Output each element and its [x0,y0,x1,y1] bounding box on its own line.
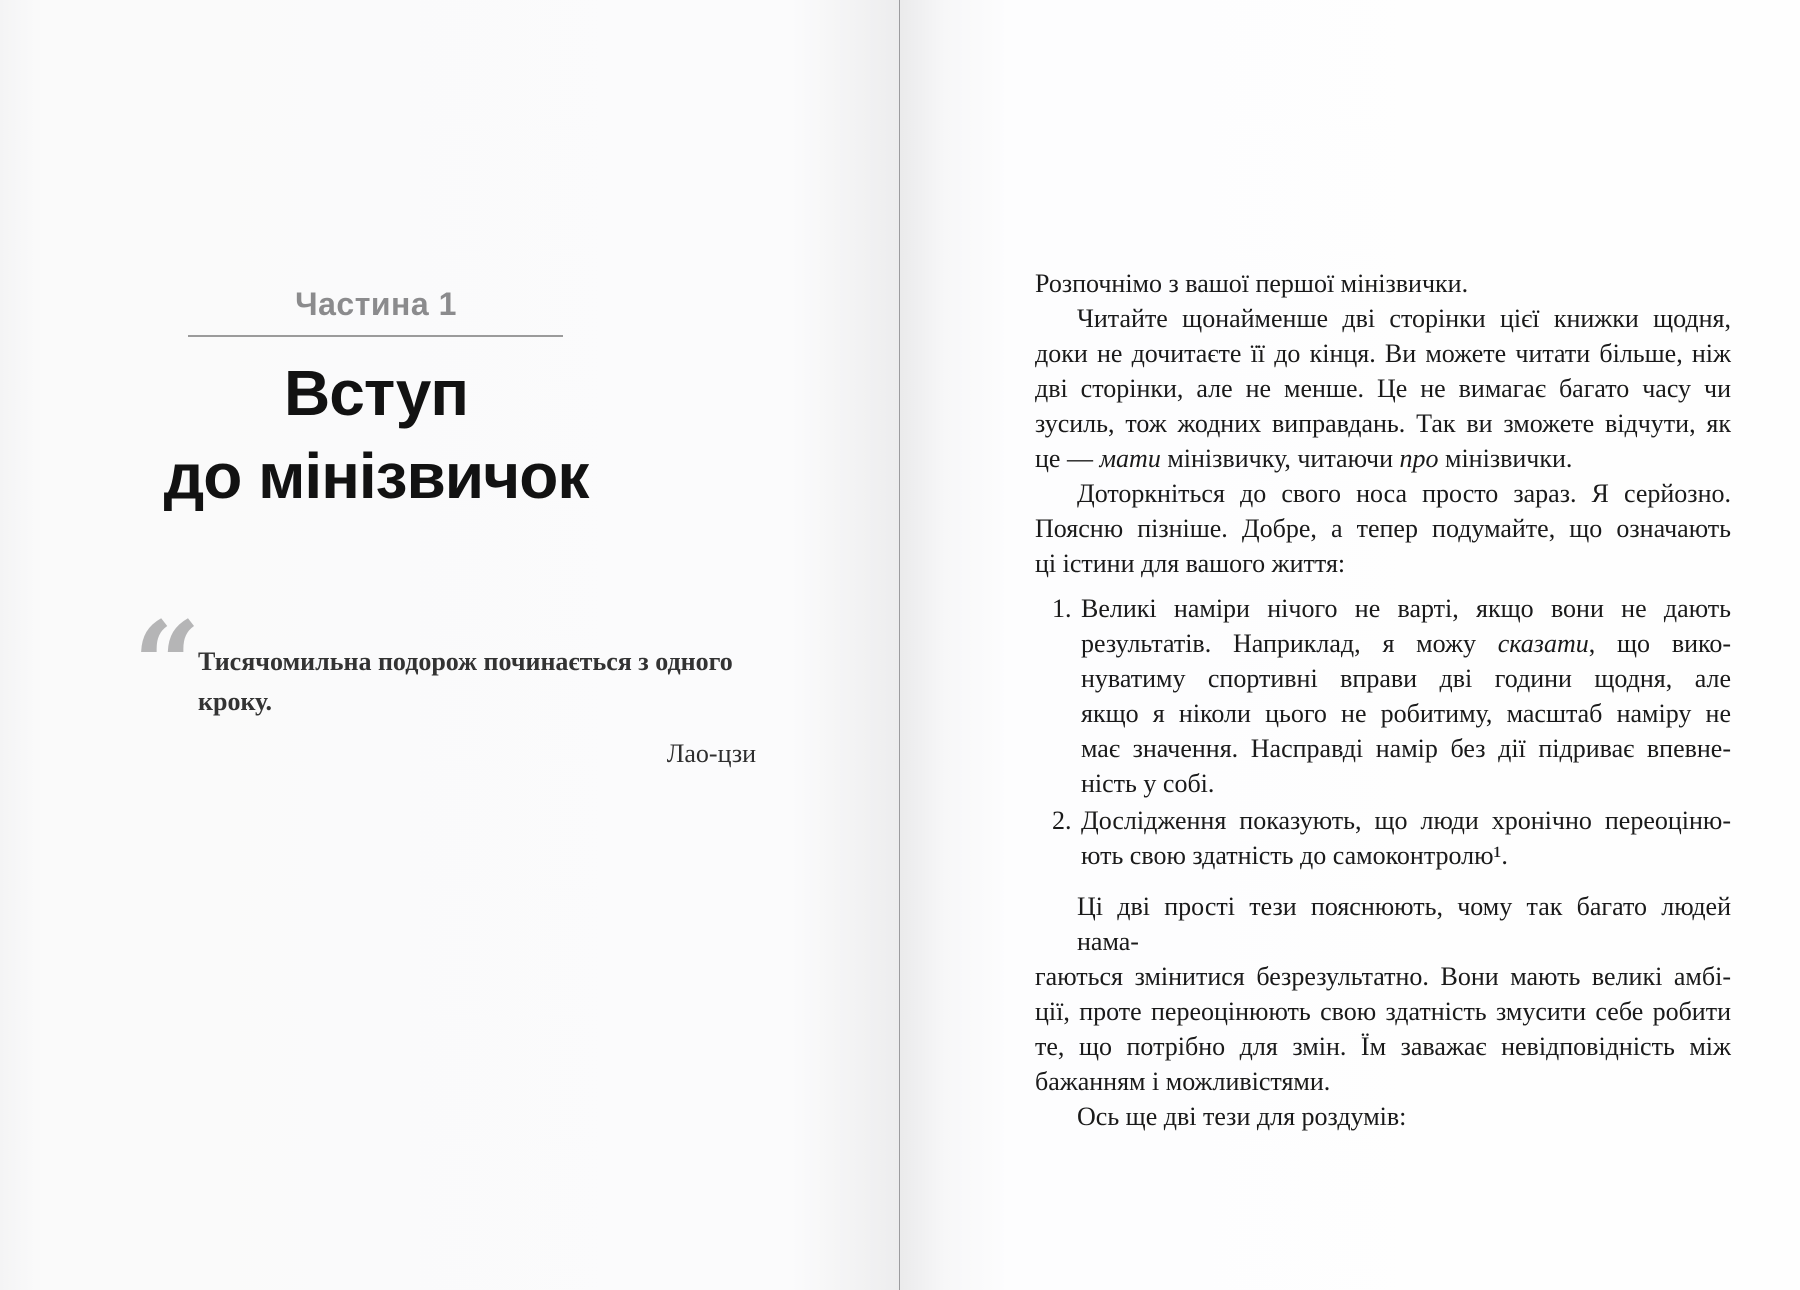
body-text-column [1035,266,1731,1134]
part-divider-rule [188,335,563,337]
body-line: результатів. Наприклад, я можу сказати, що вико- [1081,629,1731,658]
body-line: Розпочнімо з вашої першої мінізвички. [1035,269,1469,298]
paragraph [1035,266,1731,301]
body-line: гаються змінитися безрезультатно. Вони мають великі амбі- [1035,962,1731,991]
body-line: Дослідження показують, що люди хронічно переоціню- [1081,806,1731,835]
quote-line: Тисячомильна подорож починається з одного [198,647,733,676]
body-line: ність у собі. [1081,769,1215,798]
quote-line: кроку. [198,687,272,716]
list-item [1035,803,1731,873]
body-line: ці істини для вашого життя: [1035,549,1346,578]
chapter-title-line2: до мінізвичок [163,440,589,512]
paragraph [1035,301,1731,476]
body-line: Ось ще дві тези для роздумів: [1077,1102,1407,1131]
list-item-number: 2. [1052,806,1072,835]
body-line: зусиль, тож жодних виправдань. Так ви зможете відчути, як [1035,409,1731,438]
list-item-number: 1. [1052,594,1072,623]
paragraph [1035,889,1731,1099]
body-line: те, що потрібно для змін. Їм заважає невідповідність між [1035,1032,1731,1061]
list-item [1035,591,1731,801]
chapter-title-line1: Вступ [284,357,468,429]
body-line: ють свою здатність до самоконтролю¹. [1081,841,1508,870]
body-line: ції, проте переоцінюють свою здатність змусити себе робити [1035,997,1731,1026]
body-line: Великі наміри нічого не варті, якщо вони не дають [1081,594,1731,623]
body-line: нуватиму спортивні вправи дві години щодня, але [1081,664,1731,693]
quote-mark-icon: “ [133,595,201,734]
body-line: бажанням і можливістями. [1035,1067,1331,1096]
body-line: доки не дочитаєте її до кінця. Ви можете читати більше, ніж [1035,339,1731,368]
quote-attribution: Лао-цзи [666,739,756,768]
body-line: Поясню пізніше. Добре, а тепер подумайте, що означають [1035,514,1731,543]
paragraph [1035,1099,1731,1134]
body-line: Ці дві прості тези пояснюють, чому так багато людей нама- [1077,892,1731,956]
epigraph-quote [198,642,756,722]
body-line: дві сторінки, але не менше. Це не вимагає багато часу чи [1035,374,1731,403]
chapter-title [0,352,752,518]
right-page [900,0,1800,1290]
part-label: Частина 1 [295,286,457,322]
body-line: якщо я ніколи цього не робитиму, масштаб наміру не [1081,699,1731,728]
paragraph [1035,476,1731,581]
body-line: має значення. Насправді намір без дії підриває впевне- [1081,734,1731,763]
body-line: це — мати мінізвичку, читаючи про мінізвички. [1035,444,1573,473]
body-line: Читайте щонайменше дві сторінки цієї книжки щодня, [1077,304,1731,333]
body-line: Доторкніться до свого носа просто зараз. Я серйозно. [1077,479,1731,508]
